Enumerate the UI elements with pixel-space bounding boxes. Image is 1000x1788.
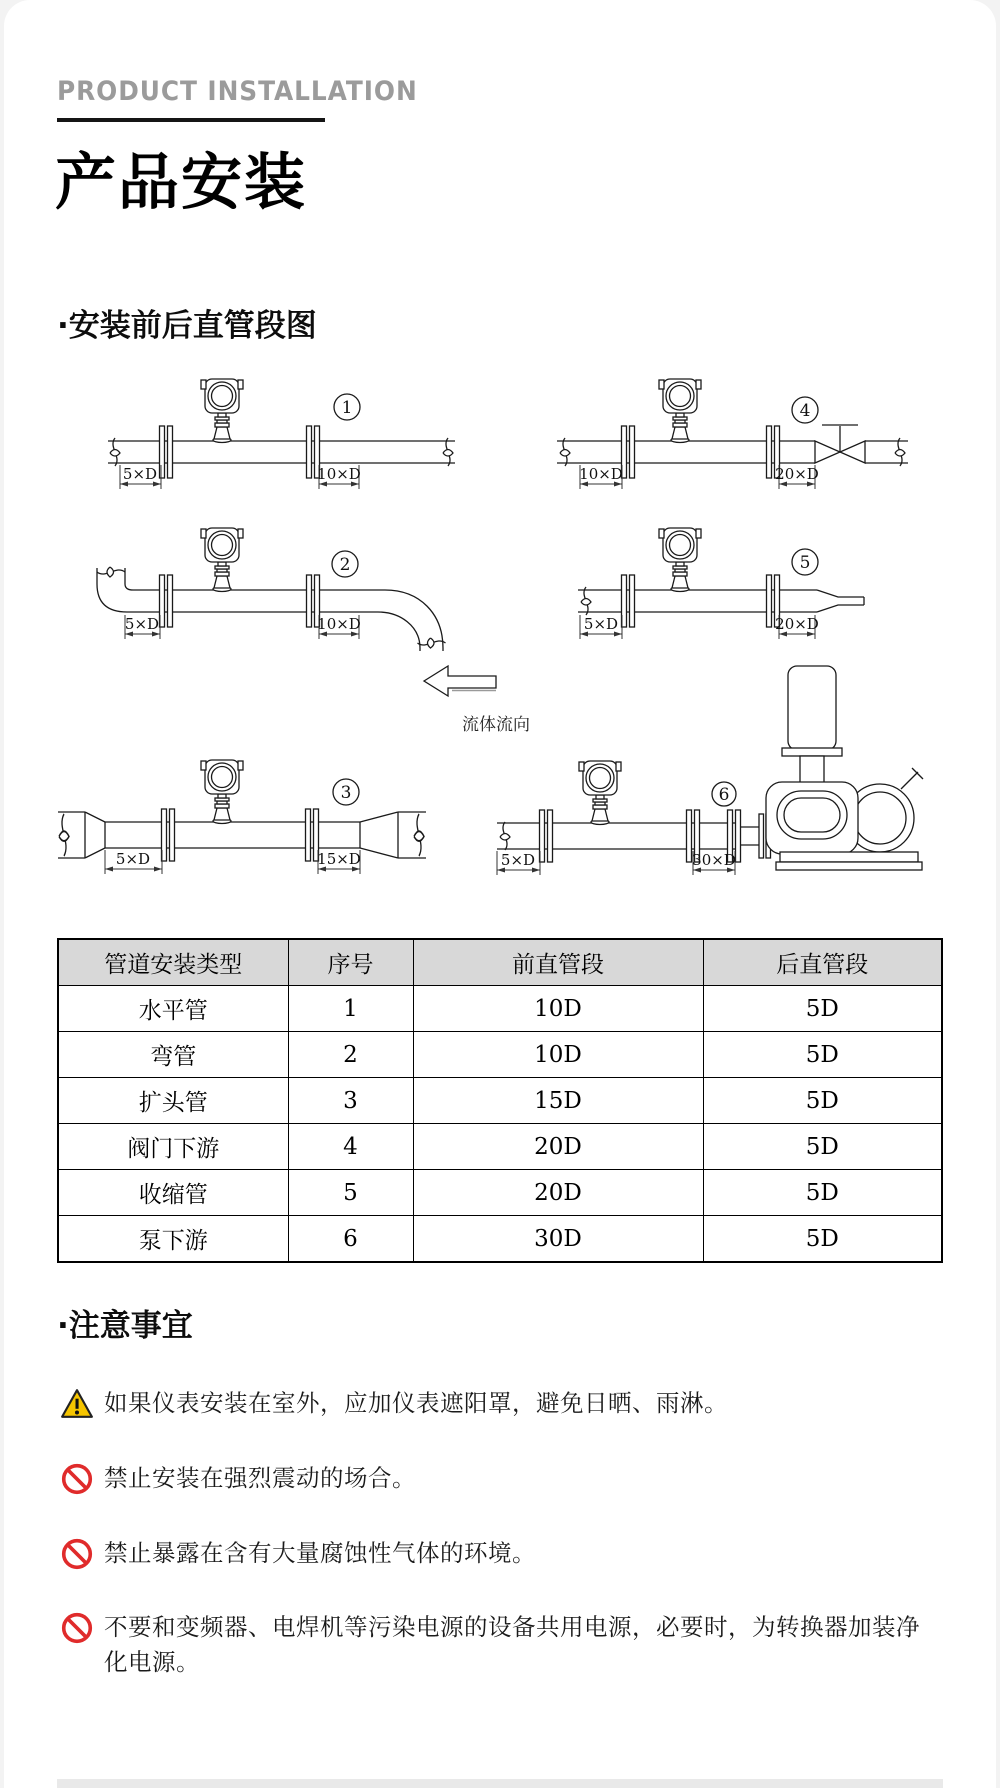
warning-triangle-icon — [60, 1387, 94, 1421]
flow-direction-arrow — [424, 666, 530, 735]
cell-upstream: 10D — [413, 1032, 703, 1078]
table-row — [58, 1078, 942, 1124]
cell-index: 4 — [288, 1124, 413, 1170]
dim-label: 30×D — [692, 851, 736, 869]
cell-index: 3 — [288, 1078, 413, 1124]
flange-icon — [162, 809, 175, 861]
flange-icon — [622, 575, 635, 627]
diagram-number: 1 — [341, 398, 353, 418]
flow-direction-label: 流体流向 — [462, 715, 530, 735]
note-text: 如果仪表安装在室外，应加仪表遮阳罩，避免日晒、雨淋。 — [104, 1389, 728, 1417]
table-row — [58, 1170, 942, 1216]
cell-downstream: 5D — [703, 1124, 942, 1170]
flow-meter-icon — [659, 379, 701, 443]
cell-downstream: 5D — [703, 1170, 942, 1216]
note-text: 禁止暴露在含有大量腐蚀性气体的环境。 — [104, 1539, 536, 1567]
dim-label: 20×D — [775, 615, 819, 633]
note-text: 禁止安装在强烈震动的场合。 — [104, 1464, 416, 1492]
table-row — [58, 1124, 942, 1170]
dim-label: 10×D — [317, 615, 361, 633]
dim-label: 15×D — [317, 850, 361, 868]
note-item — [60, 1461, 940, 1496]
dim-label: 5×D — [583, 615, 619, 633]
straight-run-table — [57, 938, 943, 1263]
diagram-number: 3 — [340, 783, 352, 803]
col-header-downstream: 后直管段 — [703, 939, 942, 986]
table-row — [58, 986, 942, 1032]
diagram-number: 2 — [339, 555, 351, 575]
diagram-4-valve — [557, 379, 908, 489]
col-header-upstream: 前直管段 — [413, 939, 703, 986]
col-header-install-type: 管道安装类型 — [58, 939, 288, 986]
diagram-number: 5 — [799, 553, 811, 573]
note-item — [60, 1386, 940, 1421]
no-entry-icon — [60, 1537, 94, 1571]
diagram-1-horizontal-pipe — [108, 379, 455, 489]
cell-downstream: 5D — [703, 986, 942, 1032]
flange-icon — [622, 426, 635, 478]
diagram-3-expander — [58, 760, 426, 874]
cell-index: 6 — [288, 1216, 413, 1263]
note-text: 不要和变频器、电焊机等污染电源的设备共用电源，必要时，为转换器加装净化电源。 — [104, 1613, 920, 1676]
dim-label: 5×D — [124, 615, 160, 633]
flange-icon — [540, 810, 553, 862]
eyebrow-title: PRODUCT INSTALLATION — [57, 76, 418, 107]
dim-label: 20×D — [775, 465, 819, 483]
flow-meter-icon — [201, 379, 243, 443]
table-header-row — [58, 939, 942, 986]
section-heading-pipe-runs: ·安装前后直管段图 — [57, 308, 317, 344]
cell-index: 5 — [288, 1170, 413, 1216]
title-underline — [57, 118, 325, 122]
cell-type: 泵下游 — [58, 1216, 288, 1263]
dim-label: 5×D — [500, 851, 536, 869]
cell-type: 扩头管 — [58, 1078, 288, 1124]
cell-index: 2 — [288, 1032, 413, 1078]
diagram-6-pump — [497, 666, 923, 875]
diagram-number: 6 — [718, 785, 730, 805]
section-heading-notes: ·注意事宜 — [57, 1308, 193, 1344]
cell-upstream: 10D — [413, 986, 703, 1032]
pipe-diagrams-figure — [40, 330, 960, 930]
dim-label: 10×D — [317, 465, 361, 483]
cell-upstream: 20D — [413, 1124, 703, 1170]
flow-meter-icon — [579, 761, 621, 825]
flow-meter-icon — [201, 760, 243, 824]
flow-meter-icon — [659, 528, 701, 592]
note-item — [60, 1536, 940, 1571]
cell-upstream: 30D — [413, 1216, 703, 1263]
diagram-2-elbow-pipe — [97, 528, 446, 651]
diagram-number: 4 — [799, 401, 811, 421]
note-item — [60, 1610, 940, 1680]
cell-downstream: 5D — [703, 1032, 942, 1078]
table-row — [58, 1216, 942, 1263]
flow-meter-icon — [201, 528, 243, 592]
cell-upstream: 15D — [413, 1078, 703, 1124]
page-title: 产品安装 — [55, 147, 308, 218]
no-entry-icon — [60, 1611, 94, 1645]
cell-downstream: 5D — [703, 1216, 942, 1263]
dim-label: 5×D — [115, 850, 151, 868]
cell-downstream: 5D — [703, 1078, 942, 1124]
table-row — [58, 1032, 942, 1078]
cell-type: 水平管 — [58, 986, 288, 1032]
cell-type: 收缩管 — [58, 1170, 288, 1216]
flange-icon — [160, 575, 173, 627]
cell-type: 阀门下游 — [58, 1124, 288, 1170]
dim-label: 5×D — [122, 465, 158, 483]
no-entry-icon — [60, 1462, 94, 1496]
bottom-divider — [57, 1779, 943, 1788]
col-header-index: 序号 — [288, 939, 413, 986]
cell-index: 1 — [288, 986, 413, 1032]
dim-label: 10×D — [579, 465, 623, 483]
cell-upstream: 20D — [413, 1170, 703, 1216]
cell-type: 弯管 — [58, 1032, 288, 1078]
diagram-5-reducer — [578, 528, 864, 639]
pump-icon — [766, 666, 923, 870]
